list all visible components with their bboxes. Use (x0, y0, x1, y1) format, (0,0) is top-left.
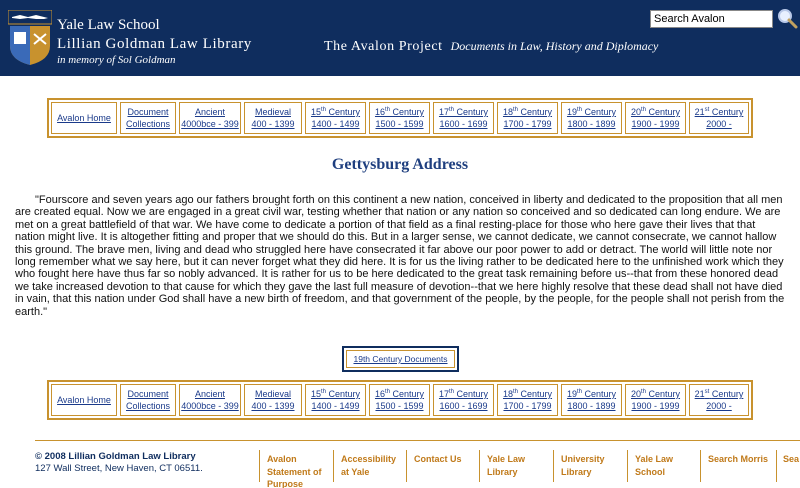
site-header (0, 0, 800, 76)
yale-law-shield-logo[interactable] (8, 10, 52, 66)
library-name[interactable]: Lillian Goldman Law Library (57, 36, 252, 52)
footer-separator (406, 450, 407, 482)
nav-label: 15th Century 1400 - 1499 (310, 389, 361, 411)
century-nav-top (47, 98, 753, 138)
footer-link-yale-law-library[interactable]: Yale Law Library (487, 454, 526, 477)
footer-link-yale-law-school[interactable]: Yale Law School (635, 454, 674, 477)
nav-label: 19th Century 1800 - 1899 (566, 107, 617, 129)
nav-document-collections[interactable] (120, 384, 176, 416)
nav-17th-century[interactable] (433, 384, 494, 416)
nav-label: Ancient 4000bce - 399 (181, 107, 239, 129)
nav-document-collections[interactable] (120, 102, 176, 134)
address-text: 127 Wall Street, New Haven, CT 06511. (35, 463, 203, 474)
project-title: The Avalon Project (324, 39, 443, 54)
19th-century-documents-link[interactable]: 19th Century Documents (346, 350, 455, 368)
nav-medieval[interactable] (244, 384, 302, 416)
century-nav-bottom (47, 380, 753, 420)
footer-separator (627, 450, 628, 482)
nav-label: Medieval 400 - 1399 (251, 107, 295, 129)
nav-20th-century[interactable] (625, 384, 686, 416)
nav-label: Ancient 4000bce - 399 (181, 389, 239, 411)
footer-divider (35, 440, 800, 441)
nav-label: 20th Century 1900 - 1999 (630, 107, 681, 129)
nav-21st-century[interactable] (689, 102, 749, 134)
nav-label: Document Collections (125, 389, 171, 411)
nav-label: 21st Century 2000 - (694, 107, 744, 129)
footer-separator (333, 450, 334, 482)
nav-label: Medieval 400 - 1399 (251, 389, 295, 411)
search-icon[interactable] (776, 7, 798, 29)
footer-link-search-orbis[interactable]: Sea (783, 454, 800, 464)
document-text: "Fourscore and seven years ago our fathers brought forth on this continent a new nation, conceived in liberty and dedicated to the proposition that all men are created equal. Now we are engaged in a great civil war, testing whether that nation or any nation so conceived and so dedicated can long endure. We are met on a great battlefield of that war. We have come to dedicate a portion of that field as a final resting-place for those who here gave their lives that that nation might live. It is altogether fitting and proper that we should do this. But in a larger sense, we cannot dedicate, we cannot consecrate, we cannot hallow this ground. The brave men, living and dead who struggled here have consecrated it far above our poor power to add or detract. The world will little note nor long remember what we say here, but it can never forget what they did here. It is for us the living rather to be dedicated here to the unfinished work which they who fought here have thus far so nobly advanced. It is rather for us to be here dedicated to the great task remaining before us--that from these honored dead we take increased devotion to that cause for which they gave the last full measure of devotion--that we here highly resolve that these dead shall not have died in vain, that this nation under God shall have a new birth of freedom, and that government of the people, by the people, for the people shall not perish from the earth." (15, 194, 785, 318)
nav-label: 19th Century 1800 - 1899 (566, 389, 617, 411)
nav-19th-century[interactable] (561, 384, 622, 416)
footer-separator (259, 450, 260, 482)
nav-ancient[interactable] (179, 384, 241, 416)
footer-link-avalon-purpose[interactable]: Avalon Statement of Purpose (267, 454, 322, 488)
nav-17th-century[interactable] (433, 102, 494, 134)
nav-avalon-home[interactable] (51, 102, 117, 134)
collection-link-box (342, 346, 459, 372)
project-subtitle: Documents in Law, History and Diplomacy (450, 39, 659, 53)
nav-18th-century[interactable] (497, 384, 558, 416)
nav-label: Document Collections (125, 107, 171, 129)
nav-20th-century[interactable] (625, 102, 686, 134)
footer-link-accessibility[interactable]: Accessibility at Yale (341, 454, 397, 477)
nav-label: 17th Century 1600 - 1699 (438, 389, 489, 411)
nav-15th-century[interactable] (305, 102, 366, 134)
nav-label: 16th Century 1500 - 1599 (374, 107, 425, 129)
project-heading[interactable] (324, 37, 658, 55)
footer-separator (479, 450, 480, 482)
nav-label: Avalon Home (57, 113, 111, 123)
nav-medieval[interactable] (244, 102, 302, 134)
nav-label: 18th Century 1700 - 1799 (502, 389, 553, 411)
nav-label: 20th Century 1900 - 1999 (630, 389, 681, 411)
nav-label: 15th Century 1400 - 1499 (310, 107, 361, 129)
search-input[interactable] (650, 10, 773, 28)
school-name[interactable]: Yale Law School (57, 17, 160, 33)
nav-label: Avalon Home (57, 395, 111, 405)
nav-avalon-home[interactable] (51, 384, 117, 416)
nav-18th-century[interactable] (497, 102, 558, 134)
nav-21st-century[interactable] (689, 384, 749, 416)
footer-separator (700, 450, 701, 482)
nav-label: 17th Century 1600 - 1699 (438, 107, 489, 129)
nav-label: 21st Century 2000 - (694, 389, 744, 411)
nav-16th-century[interactable] (369, 384, 430, 416)
document-title: Gettysburg Address (331, 156, 469, 173)
nav-15th-century[interactable] (305, 384, 366, 416)
nav-16th-century[interactable] (369, 102, 430, 134)
footer-separator (553, 450, 554, 482)
nav-ancient[interactable] (179, 102, 241, 134)
footer-separator (776, 450, 777, 482)
copyright-text: © 2008 Lillian Goldman Law Library (35, 451, 196, 462)
nav-label: 18th Century 1700 - 1799 (502, 107, 553, 129)
footer-link-contact-us[interactable]: Contact Us (414, 454, 462, 464)
nav-19th-century[interactable] (561, 102, 622, 134)
nav-label: 16th Century 1500 - 1599 (374, 389, 425, 411)
footer-link-university-library[interactable]: University Library (561, 454, 605, 477)
memory-note: in memory of Sol Goldman (57, 54, 176, 66)
footer-link-search-morris[interactable]: Search Morris (708, 454, 769, 464)
